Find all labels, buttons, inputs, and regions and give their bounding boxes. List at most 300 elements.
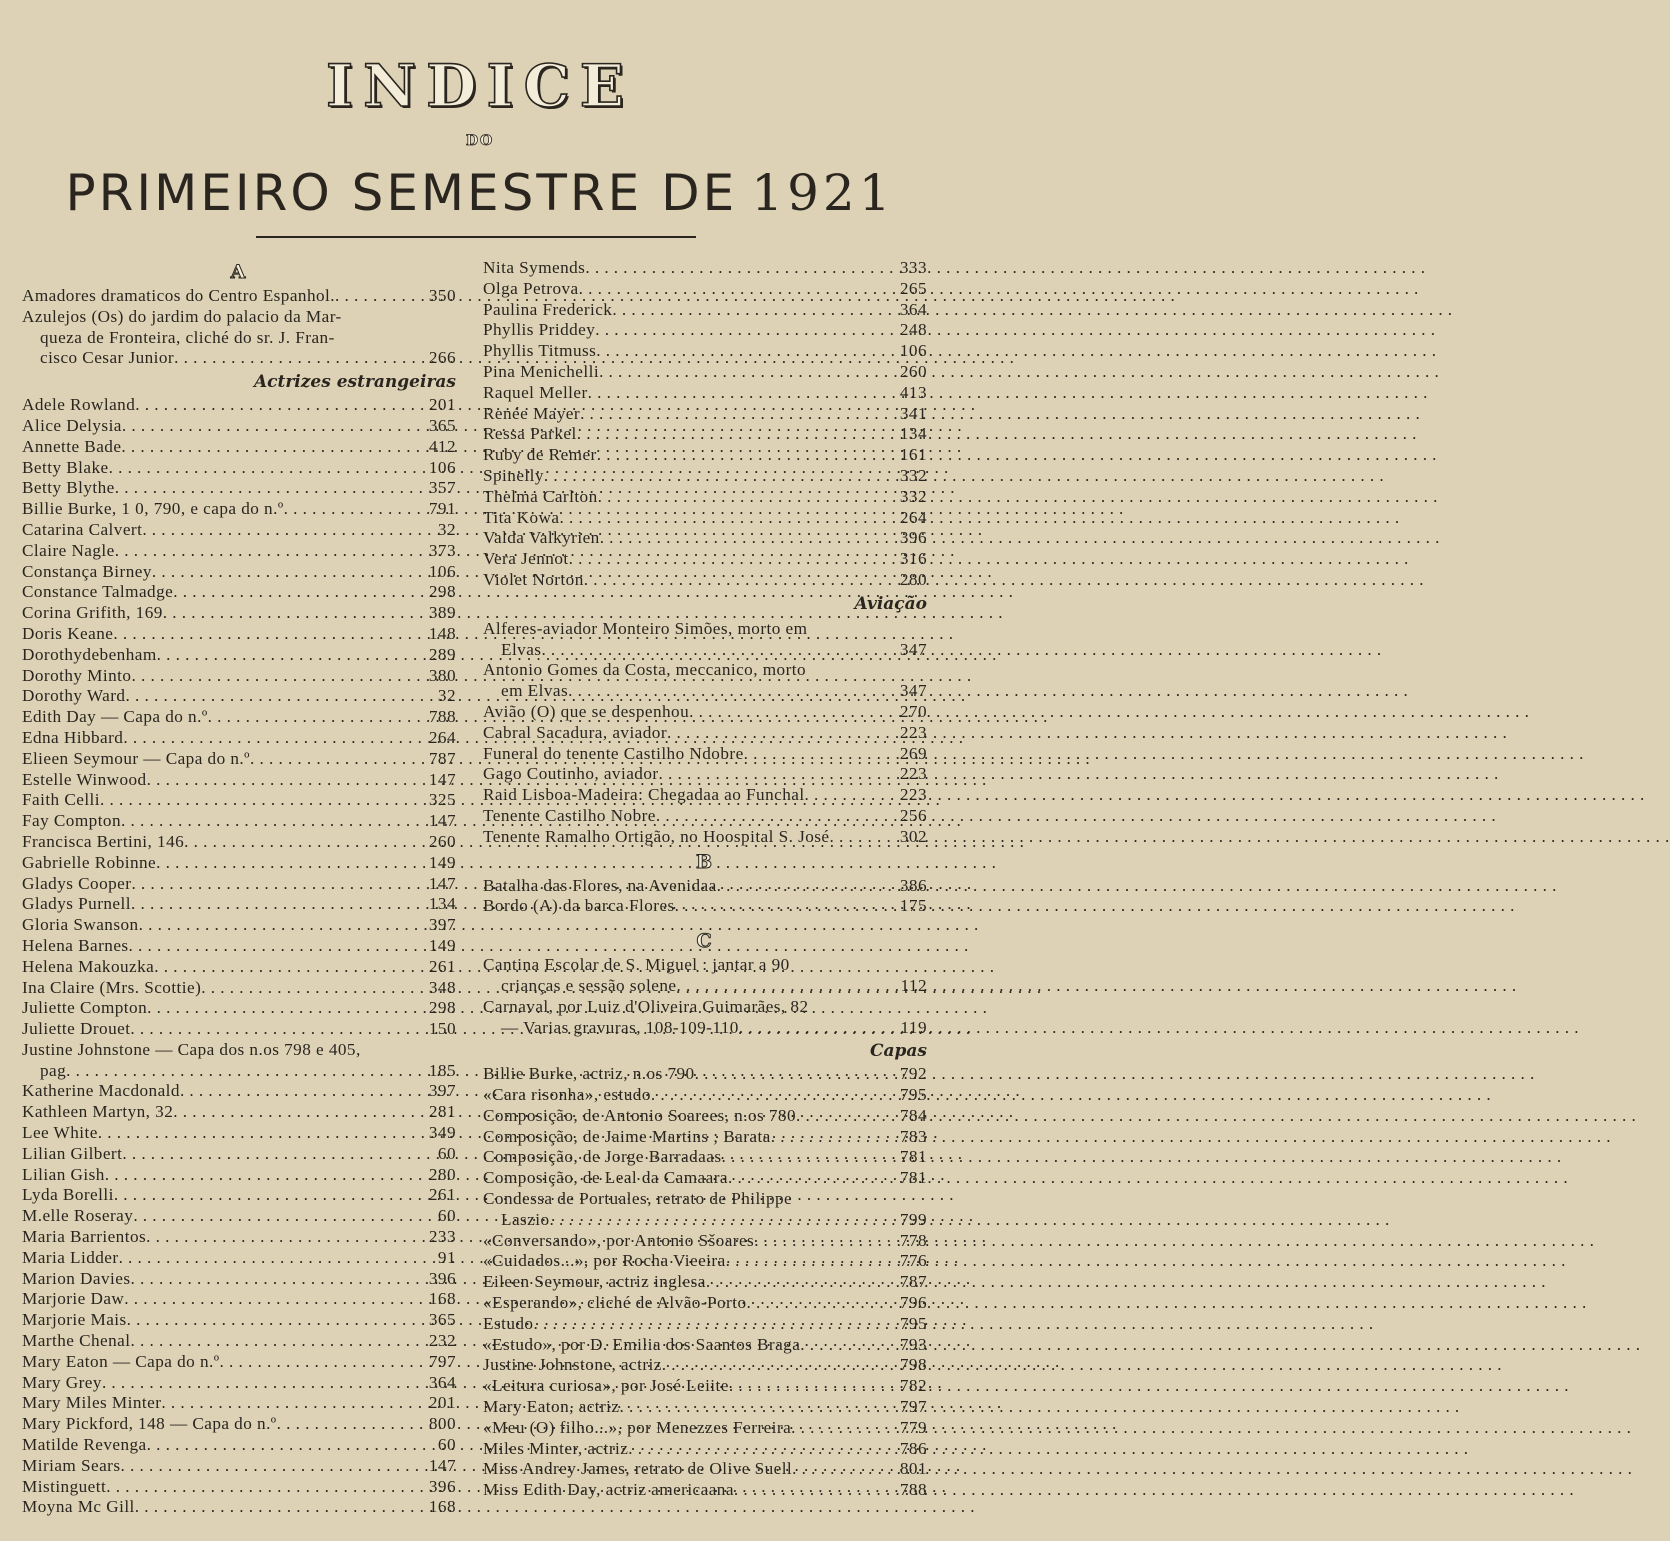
dot-leader bbox=[220, 1352, 418, 1373]
dot-leader bbox=[588, 383, 889, 404]
entry-title: Funeral do tenente Castilho Ndobre bbox=[483, 743, 744, 763]
entry-page: 325 bbox=[428, 790, 456, 810]
entry-page: 264 bbox=[428, 727, 456, 747]
index-entry bbox=[22, 957, 456, 978]
entry-title: Mary Grey bbox=[22, 1372, 102, 1392]
dot-leader bbox=[152, 562, 418, 583]
dot-leader bbox=[156, 853, 418, 874]
entry-title: Annette Bade bbox=[22, 436, 122, 456]
entry-title: Fay Compton bbox=[22, 811, 122, 831]
entry-page: 106 bbox=[899, 341, 927, 361]
dot-leader bbox=[559, 508, 889, 529]
index-entry bbox=[483, 976, 927, 997]
entry-page: 60 bbox=[437, 1143, 456, 1163]
index-entry bbox=[22, 1289, 456, 1310]
entry-line: Justine Johnstone — Capa dos n.os 798 e 405, bbox=[22, 1039, 361, 1059]
entry-page: 357 bbox=[428, 478, 456, 498]
index-entry bbox=[22, 1352, 456, 1373]
index-entry bbox=[483, 549, 927, 570]
dot-leader bbox=[135, 395, 418, 416]
entry-title: «Estudo», por D. Emilia dos Saantos Braga bbox=[483, 1334, 801, 1354]
index-entry bbox=[483, 702, 927, 723]
dot-leader bbox=[123, 728, 418, 749]
index-entry bbox=[483, 1355, 927, 1376]
actrizes-list bbox=[22, 395, 456, 1040]
aviacao-list bbox=[483, 702, 927, 848]
index-entry bbox=[483, 876, 927, 897]
dot-leader bbox=[599, 362, 889, 383]
title-rule bbox=[256, 236, 696, 238]
index-entry bbox=[483, 279, 927, 300]
entry-title: Dorothy Ward bbox=[22, 686, 126, 706]
index-entry bbox=[22, 1206, 456, 1227]
entry-page: 168 bbox=[428, 1289, 456, 1309]
index-entry bbox=[483, 1127, 927, 1148]
entry-title: Renée Mayer bbox=[483, 403, 581, 423]
capas-list bbox=[483, 1064, 927, 1189]
entry-title: Mary Pickford, 148 — Capa do n.º bbox=[22, 1414, 277, 1434]
entry-page: 365 bbox=[428, 1310, 456, 1330]
dot-leader bbox=[577, 424, 889, 445]
entry-page: 798 bbox=[899, 1355, 927, 1375]
dot-leader bbox=[130, 1019, 418, 1040]
index-entry bbox=[483, 1480, 927, 1501]
index-entry bbox=[22, 1248, 456, 1269]
index-entry bbox=[22, 853, 456, 874]
index-entry bbox=[483, 896, 927, 917]
entry-last-line bbox=[22, 1061, 456, 1082]
entry-title: Violet Norton bbox=[483, 569, 584, 589]
dot-leader bbox=[115, 478, 418, 499]
entry-title: Katherine Macdonald bbox=[22, 1081, 180, 1101]
entry-title: Composição, de Antonio Soarees, n.os 780 bbox=[483, 1105, 797, 1125]
entry-page: 175 bbox=[899, 896, 927, 916]
dot-leader bbox=[568, 681, 889, 702]
entry-title: Catarina Calvert bbox=[22, 519, 143, 539]
entry-last-line bbox=[22, 348, 456, 369]
entry-page: 223 bbox=[899, 785, 927, 805]
entry-title: Miles Minter, actriz bbox=[483, 1438, 629, 1458]
dot-leader bbox=[744, 744, 889, 765]
dot-leader bbox=[550, 1210, 889, 1231]
entry-page: 396 bbox=[428, 1268, 456, 1288]
dot-leader bbox=[585, 258, 889, 279]
entry-title: Raquel Meller bbox=[483, 382, 588, 402]
index-entry bbox=[483, 362, 927, 383]
entry-page: 800 bbox=[428, 1414, 456, 1434]
entry-title: em Elvas bbox=[501, 681, 569, 701]
entry-page: 795 bbox=[899, 1085, 927, 1105]
index-entry bbox=[483, 570, 927, 591]
entry-title: Gago Coutinho, aviador bbox=[483, 764, 659, 784]
index-entry bbox=[483, 744, 927, 765]
entry-page: 266 bbox=[428, 348, 456, 368]
entry-title: «Cuidados...», por Rocha Vieeira bbox=[483, 1251, 726, 1271]
entry-page: 341 bbox=[899, 403, 927, 423]
entry-page: 793 bbox=[899, 1334, 927, 1354]
dot-leader bbox=[129, 936, 418, 957]
entry-page: 148 bbox=[428, 623, 456, 643]
dot-leader bbox=[173, 582, 418, 603]
entry-title: Faith Celli bbox=[22, 790, 100, 810]
entry-title: Doris Keane bbox=[22, 623, 114, 643]
dot-leader bbox=[114, 1185, 418, 1206]
index-entry bbox=[22, 1477, 456, 1498]
index-entry bbox=[483, 258, 927, 279]
entry-title: Thelma Carlton bbox=[483, 486, 598, 506]
entry-page: 134 bbox=[899, 424, 927, 444]
entry-title: Claire Nagle bbox=[22, 540, 115, 560]
entry-line: queza de Fronteira, cliché do sr. J. Fran- bbox=[40, 327, 335, 347]
dot-leader bbox=[139, 915, 418, 936]
index-entry bbox=[483, 1335, 927, 1356]
index-entry bbox=[483, 1168, 927, 1189]
entry-page: 788 bbox=[428, 707, 456, 727]
entry-page: 797 bbox=[899, 1397, 927, 1417]
entry-title: Juliette Compton bbox=[22, 998, 148, 1018]
entry-page: 119 bbox=[900, 1017, 927, 1037]
entry-last-line bbox=[483, 681, 927, 702]
index-entry bbox=[22, 1227, 456, 1248]
dot-leader bbox=[651, 1085, 889, 1106]
index-entry bbox=[22, 1019, 456, 1040]
entry-title: «Esperando», cliché de Alvão-Porto bbox=[483, 1293, 747, 1313]
entry-page: 397 bbox=[428, 915, 456, 935]
dot-leader bbox=[596, 341, 889, 362]
entry-page: 302 bbox=[899, 826, 927, 846]
entry-page: 280 bbox=[428, 1164, 456, 1184]
index-entry bbox=[22, 707, 456, 728]
entry-page: 248 bbox=[899, 320, 927, 340]
entry-title: Dorothy Minto bbox=[22, 665, 132, 685]
dot-leader bbox=[569, 549, 889, 570]
entry-page: 776 bbox=[899, 1251, 927, 1271]
dot-leader bbox=[142, 520, 418, 541]
index-entry bbox=[22, 520, 456, 541]
entry-page: 233 bbox=[428, 1227, 456, 1247]
entry-title: Maria Barrientos bbox=[22, 1227, 147, 1247]
index-entry bbox=[22, 458, 456, 479]
dot-leader bbox=[125, 686, 418, 707]
entry-page: 779 bbox=[899, 1417, 927, 1437]
entry-title: Mary Miles Minter bbox=[22, 1393, 162, 1413]
index-entry bbox=[483, 1459, 927, 1480]
dot-leader bbox=[796, 1106, 889, 1127]
entry-page: 788 bbox=[899, 1480, 927, 1500]
entry-page: 316 bbox=[899, 549, 927, 569]
dot-leader bbox=[131, 894, 418, 915]
index-entry bbox=[22, 1414, 456, 1435]
dot-leader bbox=[100, 790, 418, 811]
dot-leader bbox=[791, 1418, 889, 1439]
entry-last-line bbox=[483, 976, 927, 997]
entry-title: Batalha das Flores, na Avenidaa bbox=[483, 875, 717, 895]
dot-leader bbox=[250, 749, 418, 770]
index-entry bbox=[22, 790, 456, 811]
title-connector: DO bbox=[465, 133, 495, 149]
index-entry bbox=[483, 764, 927, 785]
entry-page: 60 bbox=[437, 1206, 456, 1226]
entry-title: pag bbox=[40, 1060, 67, 1080]
entry-page: 801 bbox=[899, 1459, 927, 1479]
index-entry bbox=[22, 1144, 456, 1165]
entry-page: 781 bbox=[899, 1168, 927, 1188]
dot-leader bbox=[109, 458, 418, 479]
dot-leader bbox=[659, 764, 889, 785]
index-entry bbox=[22, 1497, 456, 1518]
dot-leader bbox=[208, 707, 418, 728]
entry-page: 280 bbox=[899, 569, 927, 589]
entry-page: 380 bbox=[428, 665, 456, 685]
entry-title: crianças e sessão solene bbox=[501, 975, 677, 995]
dot-leader bbox=[147, 998, 418, 1019]
entry-title: Alice Delysia bbox=[22, 415, 122, 435]
entry-title: Marion Davies bbox=[22, 1268, 131, 1288]
entry-line: Antonio Gomes da Costa, meccanico, morto bbox=[483, 660, 807, 680]
entry-page: 298 bbox=[428, 582, 456, 602]
dot-leader bbox=[598, 487, 889, 508]
entry-title: Gabrielle Robinne bbox=[22, 852, 157, 872]
entry-page: 112 bbox=[900, 975, 927, 995]
dot-leader bbox=[721, 1147, 889, 1168]
index-entry bbox=[483, 1376, 927, 1397]
index-entry bbox=[22, 645, 456, 666]
dot-leader bbox=[600, 528, 889, 549]
dot-leader bbox=[676, 976, 889, 997]
index-entry bbox=[22, 395, 456, 416]
entry-page: 260 bbox=[899, 361, 927, 381]
index-entry bbox=[22, 1373, 456, 1394]
entry-title: Miss Edith Day, actriz americaana bbox=[483, 1480, 734, 1500]
entry-page: 782 bbox=[899, 1376, 927, 1396]
index-entry bbox=[483, 640, 927, 661]
index-entry bbox=[22, 874, 456, 895]
entry-title: cisco Cesar Junior bbox=[40, 348, 175, 368]
entry-page: 298 bbox=[428, 998, 456, 1018]
dot-leader bbox=[695, 1064, 889, 1085]
entry-line: Azulejos (Os) do jardim do palacio da Mar- bbox=[22, 306, 342, 326]
entry-page: 232 bbox=[428, 1331, 456, 1351]
index-entry bbox=[483, 1085, 927, 1106]
entry-page: 147 bbox=[428, 811, 456, 831]
entry-title: Composição, de Jaime Martins ; Barata bbox=[483, 1126, 771, 1146]
index-entry bbox=[483, 827, 927, 848]
index-entry bbox=[483, 1439, 927, 1460]
entry-title: Marjorie Daw bbox=[22, 1289, 125, 1309]
entry-title: «Conversando», por Antonio Sšoares bbox=[483, 1230, 755, 1250]
entry-page: 350 bbox=[428, 286, 456, 305]
entry-title: Maria Lidder bbox=[22, 1247, 119, 1267]
index-entry bbox=[22, 936, 456, 957]
entry-page: 256 bbox=[899, 805, 927, 825]
dot-leader bbox=[734, 1480, 889, 1501]
entry-title: Juliette Drouet bbox=[22, 1019, 131, 1039]
entry-page: 412 bbox=[428, 436, 456, 456]
entry-page: 386 bbox=[899, 875, 927, 895]
entry-page: 149 bbox=[428, 852, 456, 872]
entry-title: Lyda Borelli bbox=[22, 1185, 114, 1205]
entry-page: 795 bbox=[899, 1313, 927, 1333]
dot-leader bbox=[597, 445, 889, 466]
entry-page: 201 bbox=[428, 1393, 456, 1413]
entry-page: 373 bbox=[428, 540, 456, 560]
subtitle-text: PRIMEIRO SEMESTRE DE bbox=[65, 164, 738, 222]
entry-page: 185 bbox=[428, 1060, 456, 1080]
letter-heading-c: C bbox=[696, 930, 714, 953]
entry-page: 349 bbox=[428, 1123, 456, 1143]
index-entry bbox=[22, 1165, 456, 1186]
page-subtitle bbox=[0, 164, 960, 222]
entry-title: Corina Grifith, 169 bbox=[22, 603, 163, 623]
dot-leader bbox=[161, 1393, 418, 1414]
entry-title: Gloria Swanson bbox=[22, 915, 139, 935]
index-entry bbox=[22, 1102, 456, 1123]
index-entry bbox=[22, 832, 456, 853]
entry-page: 261 bbox=[428, 1185, 456, 1205]
entry-title: Raid Lisboa-Madeira: Chegadaa ao Funchal bbox=[483, 785, 805, 805]
entry-title: Ressa Parkel bbox=[483, 424, 577, 444]
entry-page: 792 bbox=[899, 1064, 927, 1084]
entries-a bbox=[22, 286, 456, 307]
index-entry bbox=[22, 1435, 456, 1456]
dot-leader bbox=[830, 827, 889, 848]
entry-page: 265 bbox=[899, 278, 927, 298]
entry-title: Tenente Ramalho Ortigão, no Hoospital S. José bbox=[483, 826, 830, 846]
entry-title: Paulina Frederick bbox=[483, 299, 613, 319]
dot-leader bbox=[729, 1376, 889, 1397]
dot-leader bbox=[131, 874, 418, 895]
entry-page: 150 bbox=[428, 1019, 456, 1039]
entry-title: Constança Birney bbox=[22, 561, 152, 581]
entry-title: «Leitura curiosa», por José Leiite bbox=[483, 1376, 729, 1396]
entry-page: 269 bbox=[899, 743, 927, 763]
entry-title: Estudo bbox=[483, 1313, 534, 1333]
index-entry bbox=[22, 915, 456, 936]
entry-title: Elvas bbox=[501, 639, 542, 659]
entry-page: 289 bbox=[428, 644, 456, 664]
entry-page: 168 bbox=[428, 1497, 456, 1517]
dot-leader bbox=[656, 806, 889, 827]
entry-title: Mary Eaton — Capa do n.º bbox=[22, 1351, 220, 1371]
entry-page: 347 bbox=[899, 681, 927, 701]
entry-title: Valda Valkyrien bbox=[483, 528, 600, 548]
index-entry bbox=[22, 686, 456, 707]
dot-leader bbox=[619, 1397, 889, 1418]
dot-leader bbox=[127, 1310, 418, 1331]
entry-page: 147 bbox=[428, 1455, 456, 1475]
dot-leader bbox=[106, 1477, 418, 1498]
index-entry bbox=[483, 785, 927, 806]
entry-page: 332 bbox=[899, 465, 927, 485]
section-heading-capas: Capas bbox=[869, 1041, 927, 1062]
index-entry bbox=[483, 1231, 927, 1252]
entry-title: Bordo (A) da barca Flores bbox=[483, 896, 675, 916]
entry-title: Billie Burke, 1 0, 790, e capa do n.º bbox=[22, 499, 284, 519]
entry-title: Ina Claire (Mrs. Scottie) bbox=[22, 977, 202, 997]
dot-leader bbox=[800, 1335, 889, 1356]
entry-page: 389 bbox=[428, 603, 456, 623]
dot-leader bbox=[174, 348, 418, 369]
dot-leader bbox=[689, 702, 889, 723]
index-entry bbox=[483, 723, 927, 744]
index-entry bbox=[483, 466, 927, 487]
index-entry bbox=[483, 404, 927, 425]
entry-page: 147 bbox=[428, 873, 456, 893]
dot-leader bbox=[771, 1127, 889, 1148]
index-entry bbox=[22, 1061, 456, 1082]
index-entry bbox=[22, 1269, 456, 1290]
entry-page: 260 bbox=[428, 831, 456, 851]
entry-page: 365 bbox=[428, 415, 456, 435]
entry-line: Carnaval, por Luiz d'Oliveira Guimarães, 82 bbox=[483, 996, 809, 1016]
entry-title: «Meu (O) filho...», por Menezzes Ferreira bbox=[483, 1417, 792, 1437]
index-entry bbox=[22, 1456, 456, 1477]
dot-leader bbox=[180, 1081, 418, 1102]
entry-page: 91 bbox=[437, 1247, 456, 1267]
index-entry bbox=[483, 1018, 927, 1039]
entry-title: Tenente Castilho Nobre bbox=[483, 805, 656, 825]
dot-leader bbox=[120, 1456, 418, 1477]
entry-title: — Varias gravuras, 108-109-110 bbox=[501, 1017, 739, 1037]
index-entry bbox=[22, 1081, 456, 1102]
index-entry bbox=[22, 437, 456, 458]
index-entry bbox=[483, 1293, 927, 1314]
dot-leader bbox=[579, 279, 889, 300]
index-entry bbox=[483, 383, 927, 404]
dot-leader bbox=[122, 416, 418, 437]
dot-leader bbox=[102, 1373, 418, 1394]
index-entry bbox=[483, 320, 927, 341]
dot-leader bbox=[121, 811, 418, 832]
index-entry bbox=[483, 424, 927, 445]
index-entry bbox=[483, 1147, 927, 1168]
dot-leader bbox=[121, 437, 418, 458]
index-entry bbox=[22, 894, 456, 915]
dot-leader bbox=[662, 1355, 889, 1376]
dot-leader bbox=[706, 1272, 889, 1293]
dot-leader bbox=[754, 1231, 889, 1252]
index-entry bbox=[483, 445, 927, 466]
dot-leader bbox=[739, 1018, 889, 1039]
entry-page: 796 bbox=[899, 1293, 927, 1313]
entry-title: Nita Symends bbox=[483, 258, 586, 277]
index-entry bbox=[22, 770, 456, 791]
entry-title: Adele Rowland bbox=[22, 395, 136, 415]
dot-leader bbox=[105, 1165, 418, 1186]
index-entry bbox=[22, 1393, 456, 1414]
entry-page: 787 bbox=[899, 1272, 927, 1292]
entry-title: «Cara risonha», estudo bbox=[483, 1085, 651, 1105]
entry-title: Miss Andrey James, retrato de Olive Suell bbox=[483, 1459, 793, 1479]
actrizes-list-2 bbox=[22, 1081, 456, 1518]
entry-title: Lee White bbox=[22, 1123, 98, 1143]
entry-page: 106 bbox=[428, 457, 456, 477]
entry-page: 106 bbox=[428, 561, 456, 581]
entry-page: 332 bbox=[899, 486, 927, 506]
entry-title: Marthe Chenal bbox=[22, 1331, 131, 1351]
entry-title: Composição, de Jorge Barradaas bbox=[483, 1147, 722, 1167]
dot-leader bbox=[130, 1331, 418, 1352]
subtitle-year: 1921 bbox=[751, 164, 895, 222]
entry-last-line bbox=[483, 1210, 927, 1231]
index-entry bbox=[483, 1418, 927, 1439]
entry-title: Spinelly bbox=[483, 465, 544, 485]
entry-page: 134 bbox=[428, 894, 456, 914]
dot-leader bbox=[147, 1435, 418, 1456]
dot-leader bbox=[147, 770, 418, 791]
entry-page: 797 bbox=[428, 1351, 456, 1371]
entry-page: 778 bbox=[899, 1230, 927, 1250]
